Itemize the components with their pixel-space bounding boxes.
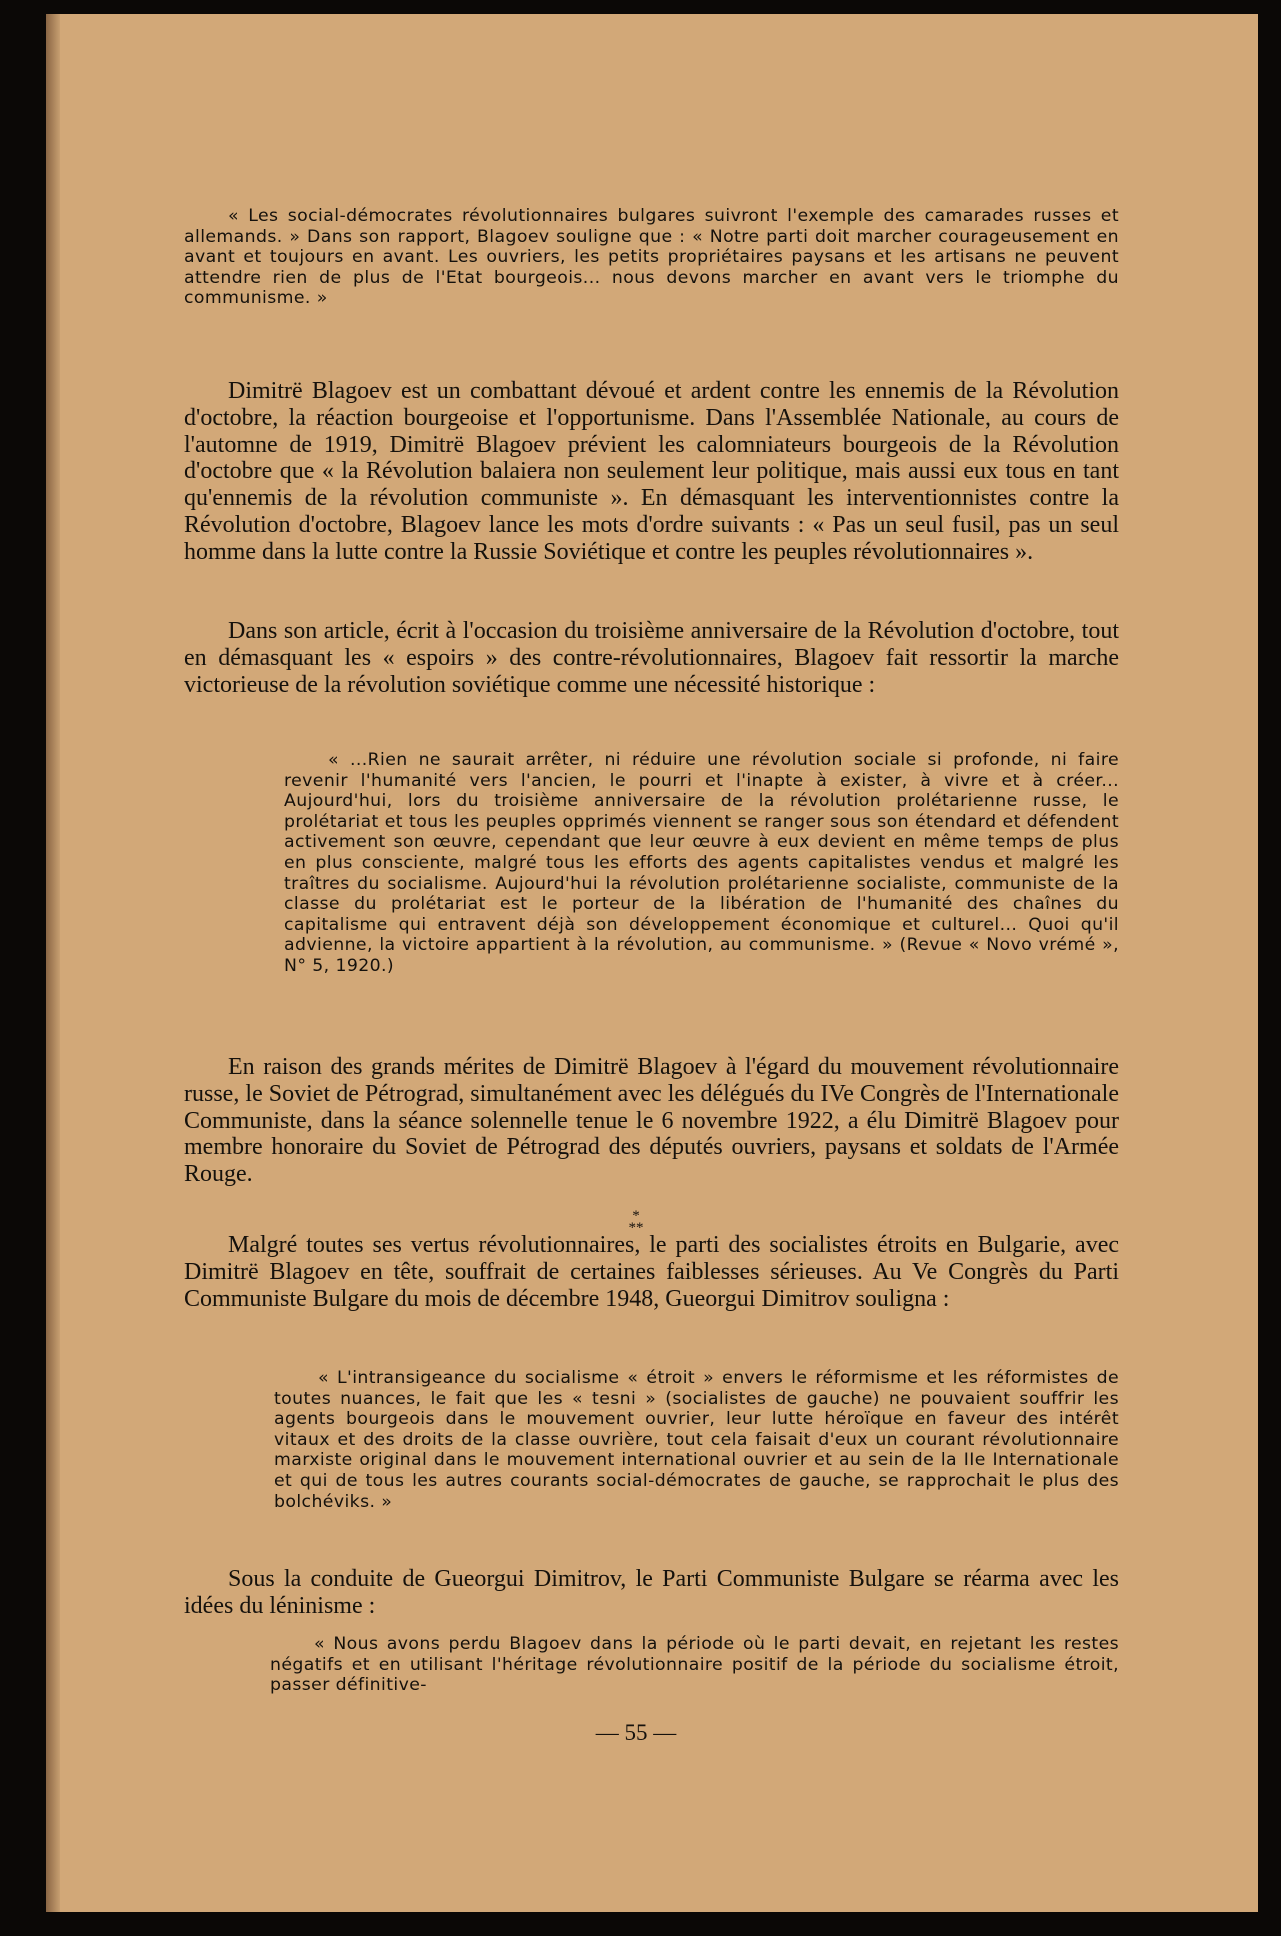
paragraph-1 [184, 378, 1119, 566]
section-separator-asterisks [606, 1210, 666, 1234]
quote-block-2 [284, 750, 1119, 977]
paragraph-text-5: Sous la conduite de Gueorgui Dimitrov, le Parti Communiste Bulgare se réarma avec les idées du léninisme : [184, 1566, 1119, 1619]
quote-text-4: « Nous avons perdu Blagoev dans la période où le parti devait, en rejetant les restes négatifs et en utilisant l'héritage révolutionnaire positif de la période du socialisme étroit, passer définitive- [270, 1634, 1119, 1696]
quote-text-1: « Les social-démocrates révolutionnaires bulgares suivront l'exemple des camarades russes et allemands. » Dans son rapport, Blagoev souligne que : « Notre parti doit marcher courageusement en avant et toujours en avant. Les ouvriers, les petits propriétaires paysans et les artisans ne peuvent attendre rien de plus de l'Etat bourgeois... nous devons marcher en avant vers le triomphe du communisme. » [184, 206, 1119, 309]
quote-text-3: « L'intransigeance du socialisme « étroit » envers le réformisme et les réformistes de toutes nuances, le fait que les « tesni » (socialistes de gauche) ne pouvaient souffrir les agents bourgeois dans le mouvement ouvrier, leur lutte héroïque en faveur des intérêt vitaux et des droits de la classe ouvrière, tout cela faisait d'eux un courant révolutionnaire marxiste original dans le mouvement international ouvrier et au sein de la IIe Internationale et qui de tous les autres courants social-démocrates de gauche, se rapprochait le plus des bolchéviks. » [274, 1368, 1119, 1512]
separator-line-1: * [632, 1208, 640, 1224]
quote-text-2: « ...Rien ne saurait arrêter, ni réduire une révolution sociale si profonde, ni faire revenir l'humanité vers l'ancien, le pourri et l'inapte à exister, à vivre et à créer... Aujourd'hui, lors du troisième anniversaire de la révolution prolétarienne russe, le prolétariat et tous les peuples opprimés viennent se ranger sous son étendard et défendent activement son œuvre, cependant que leur œuvre à eux devient en même temps de plus en plus consciente, malgré tous les efforts des agents capitalistes vendus et malgré les traîtres du socialisme. Aujourd'hui la révolution prolétarienne socialiste, communiste de la classe du prolétariat est le porteur de la libération de l'humanité des chaînes du capitalisme qui entravent déjà son développement économique et culturel... Quoi qu'il advienne, la victoire appartient à la révolution, au communisme. » (Revue « Novo vrémé », N° 5, 1920.) [284, 750, 1119, 976]
paragraph-3 [184, 1054, 1119, 1188]
paragraph-text-2: Dans son article, écrit à l'occasion du troisième anniversaire de la Révolution d'octobre, tout en démasquant les « espoirs » des contre-révolutionnaires, Blagoev fait ressortir la marche victorieuse de la révolution soviétique comme une nécessité historique : [184, 618, 1119, 698]
paragraph-text-1: Dimitrë Blagoev est un combattant dévoué et ardent contre les ennemis de la Révolution d'octobre, la réaction bourgeoise et l'opportunisme. Dans l'Assemblée Nationale, au cours de l'automne de 1919, Dimitrë Blagoev prévient les calomniateurs bourgeois de la Révolution d'octobre que « la Révolution balaiera non seulement leur politique, mais aussi eux tous en tant qu'ennemis de la révolution communiste ». En démasquant les interventionnistes contre la Révolution d'octobre, Blagoev lance les mots d'ordre suivants : « Pas un seul fusil, pas un seul homme dans la lutte contre la Russie Soviétique et contre les peuples révolutionnaires ». [184, 378, 1119, 565]
quote-block-1 [184, 206, 1119, 309]
paragraph-2 [184, 618, 1119, 698]
page-number: — 55 — [595, 1720, 677, 1745]
paragraph-5 [184, 1566, 1119, 1620]
book-page [46, 14, 1258, 1912]
quote-block-4 [270, 1634, 1119, 1696]
separator-line-2: ** [628, 1220, 644, 1236]
page-gutter-shadow [46, 14, 60, 1912]
paragraph-text-4: Malgré toutes ses vertus révolutionnaires, le parti des socialistes étroits en Bulgarie, avec Dimitrë Blagoev en tête, souffrait de certaines faiblesses sérieuses. Au Ve Congrès du Parti Communiste Bulgare du mois de décembre 1948, Gueorgui Dimitrov souligna : [184, 1232, 1119, 1312]
paragraph-text-3: En raison des grands mérites de Dimitrë Blagoev à l'égard du mouvement révolutionnaire russe, le Soviet de Pétrograd, simultanément avec les délégués du IVe Congrès de l'Internationale Communiste, dans la séance solennelle tenue le 6 novembre 1922, a élu Dimitrë Blagoev pour membre honoraire du Soviet de Pétrograd des députés ouvriers, paysans et soldats de l'Armée Rouge. [184, 1054, 1119, 1188]
paragraph-4 [184, 1232, 1119, 1312]
quote-block-3 [274, 1368, 1119, 1512]
